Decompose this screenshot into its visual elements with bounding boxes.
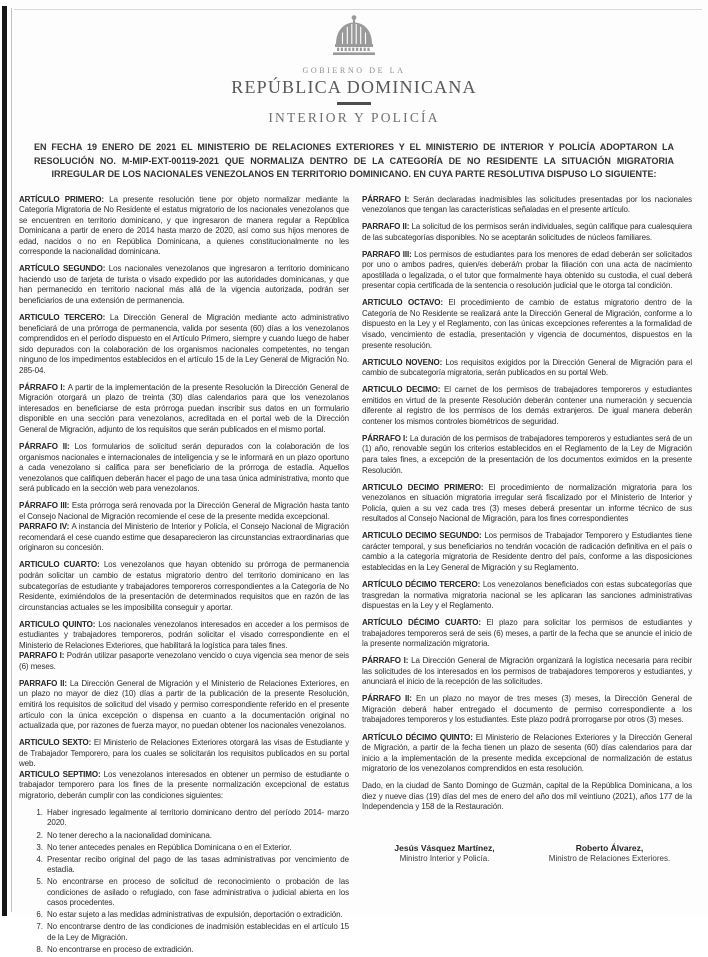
- paragraph: PÁRRAFO II: En un plazo no mayor de tres meses (3) meses, la Dirección General de Migración deberá haber entregado el documento de permiso correspondiente a los trabajadores temporeros y los estudiantes. Este plazo podrá prorrogarse por otros (3) meses.: [362, 694, 692, 726]
- country-title: REPÚBLICA DOMINICANA: [0, 77, 708, 98]
- condition-item: 2. No tener derecho a la nacionalidad dominicana.: [45, 831, 349, 842]
- article-label: ARTICULO DECIMO:: [362, 385, 444, 394]
- paragraph: ARTICULO NOVENO: Los requisitos exigidos por la Dirección General de Migración para el cambio de subcategoría migratoria, serán publicados en su portal Web.: [362, 358, 692, 379]
- article-label: PÁRRAFO I:: [362, 195, 413, 204]
- article-label: ARTICULO CUARTO:: [19, 560, 104, 569]
- paragraph: ARTICULO DECIMO SEGUNDO: Los permisos de Trabajador Temporero y Estudiantes tiene carácter temporal, y sus beneficiarios no tendrán vocación de radicación definitiva en el país o cambio a la categoría migratoria de Residente dentro del país, conforme a las disposiciones establecidas en la Ley General de Migración y su Reglamento.: [362, 531, 692, 573]
- condition-item: 3. No tener antecedes penales en República Dominicana o en el Exterior.: [45, 843, 349, 854]
- two-column-body: [0, 195, 708, 957]
- article-label: PARRAFO II:: [19, 679, 70, 688]
- signature-interior: [362, 843, 527, 863]
- dome-emblem-icon: [326, 14, 382, 58]
- article-label: PARRAFO III:: [362, 250, 414, 259]
- conditions-list: [19, 808, 349, 956]
- paragraph: ARTÍCULO DÉCIMO QUINTO: El Ministerio de Relaciones Exteriores y la Dirección General de Migración, a partir de la fecha tienen un plazo de sesenta (60) días calendarios para dar inicio a la implementación de la presente medida excepcional de normalización de estatus migratorio de los venezolanos comprendidos en esta resolución.: [362, 733, 692, 775]
- signer-name: Roberto Álvarez,: [527, 843, 692, 853]
- signature-block: [362, 843, 692, 863]
- article-label: ARTÍCULO SEGUNDO:: [19, 264, 109, 273]
- header-divider: [337, 102, 371, 105]
- scan-edge-top-line: [14, 9, 702, 10]
- article-label: ARTICULO QUINTO:: [19, 620, 98, 629]
- paragraph: Dado, en la ciudad de Santo Domingo de Guzmán, capital de la República Dominicana, a los diez y nueve días (19) días del mes de enero del año dos mil veintiuno (2021), años 177 de la Independencia y 158 de la Restauración.: [362, 781, 692, 813]
- article-label: ARTÍCULO DÉCIMO QUINTO:: [362, 733, 476, 742]
- paragraph: ARTICULO OCTAVO: El procedimiento de cambio de estatus migratorio dentro de la Categoría de No Residente se realizará ante la Dirección General de Migración, conforme a lo dispuesto en la Ley y el Reglamento, con las únicas excepciones referentes a la formalidad de visado, vencimiento de estadía, presentación y vigencia de documentos, dispuestos en la presente resolución.: [362, 298, 692, 351]
- paragraph: PÁRRAFO I: A partir de la implementación de la presente Resolución la Dirección General de Migración otorgará un plazo de treinta (30) días calendarios para que los venezolanos interesados en beneficiarse de esta prórroga puedan inscribir sus datos en un formulario disponible en una sección para venezolanos, acreditada en el portal web de la Dirección General de Migración, adjunto de los requisitos que serán publicados en el mismo portal.: [19, 383, 349, 436]
- paragraph: ARTICULO QUINTO: Los nacionales venezolanos interesados en acceder a los permisos de estudiantes y trabajadores temporeros, podrán solicitar el visado correspondiente en el Ministerio de Relaciones Exteriores, que habilitará la logística para tales fines. PARRAFO I: Podrán utilizar pasaporte venezolano vencido o cuya vigencia sea menor de seis (6) meses.: [19, 620, 349, 673]
- paragraph: PÁRRAFO III: Esta prórroga será renovada por la Dirección General de Migración hasta tanto el Consejo Nacional de Migración recomiende el cese de la presente medida excepcional. PARRAFO IV: A instancia del Ministerio de Interior y Policía, el Consejo Nacional de Migración recomendará el cese cuando estime que desaparecieron las circunstancias extraordinarias que originaron su concesión.: [19, 501, 349, 554]
- right-column-paragraphs: [362, 195, 692, 813]
- signature-exteriores: [527, 843, 692, 863]
- article-label: ARTICULO TERCERO:: [19, 313, 110, 322]
- article-label: ARTICULO SEXTO:: [19, 738, 94, 747]
- article-label: PÁRRAFO II:: [19, 442, 74, 451]
- condition-item: 6. No estar sujeto a las medidas administrativas de expulsión, deportación o extradición.: [45, 910, 349, 921]
- paragraph: ARTICULO CUARTO: Los venezolanos que hayan obtenido su prórroga de permanencia podrán solicitar un cambio de estatus migratorio dentro del territorio dominicano en las subcategorías de estudiante y trabajadores temporeros correspondientes a la Categoría de No Residente, eximiéndolos de la presentación de determinados requisitos que en razón de las circunstancias actuales se les imposibilita conseguir y aportar.: [19, 560, 349, 613]
- scan-edge-left: [2, 6, 7, 916]
- condition-item: 7. No encontrarse dentro de las condiciones de inadmisión establecidas en el artículo 15 de la Ley de Migración.: [45, 922, 349, 943]
- paragraph: ARTICULO DECIMO: El carnet de los permisos de trabajadores temporeros y estudiantes emitidos en virtud de la presente Resolución deberán contener una numeración y secuencia diferente al registro de los permisos de los demás extranjeros. De igual manera deberán contener los mismos controles biométricos de seguridad.: [362, 385, 692, 427]
- article-label: ARTÍCULO DÉCIMO CUARTO:: [362, 618, 487, 627]
- paragraph: ARTICULO TERCERO: La Dirección General de Migración mediante acto administrativo beneficiará de una prórroga de permanencia, valida por sesenta (60) días a los venezolanos comprendidos en el período dispuesto en el Artículo Primero, siempre y cuando luego de haber sido depurados con la colaboración de los organismos nacionales competentes, no tengan ninguno de los impedimentos establecidos en el artículo 15 de la Ley General de Migración No. 285-04.: [19, 313, 349, 376]
- resolution-intro: EN FECHA 19 ENERO DE 2021 EL MINISTERIO DE RELACIONES EXTERIORES Y EL MINISTERIO DE INTERIOR Y POLICÍA ADOPTARON LA RESOLUCIÓN NO. M-MIP-EXT-00119-2021 QUE NORMALIZA DENTRO DE LA CATEGORÍA DE NO RESIDENTE LA SITUACIÓN MIGRATORIA IRREGULAR DE LOS NACIONALES VENEZOLANOS EN TERRITORIO DOMINICANO. EN CUYA PARTE RESOLUTIVA DISPUSO LO SIGUIENTE:: [34, 141, 674, 182]
- left-column: [19, 195, 349, 957]
- paragraph: ARTÍCULO DÉCIMO CUARTO: El plazo para solicitar los permisos de estudiantes y trabajadores temporeros será de seis (6) meses, a partir de la fecha que se anuncie el inicio de la presente normalización migratoria.: [362, 618, 692, 650]
- article-label: ARTICULO DECIMO SEGUNDO:: [362, 531, 484, 540]
- paragraph: ARTÍCULO DÉCIMO TERCERO: Los venezolanos beneficiados con estas subcategorías que trasgredan la normativa migratoria nacional se les aplicaran las sanciones administrativas dispuestas en la Ley y el Reglamento.: [362, 580, 692, 612]
- paragraph: PARRAFO II: La solicitud de los permisos serán individuales, según califique para cualesquiera de las subcategorías disponibles. No se aceptarán solicitudes de núcleos familiares.: [362, 222, 692, 243]
- paragraph: ARTÍCULO PRIMERO: La presente resolución tiene por objeto normalizar mediante la Categoría Migratoria de No Residente el estatus migratorio de los nacionales venezolanos que se encuentren en territorio dominicano, y que ingresaron de manera regular a República Dominicana a partir de enero de 2014 hasta marzo de 2020, así como sus hijos menores de edad, nacidos o no en República Dominicana, a quienes constitucionalmente no les corresponde la nacionalidad dominicana.: [19, 195, 349, 258]
- paragraph: PARRAFO II: La Dirección General de Migración y el Ministerio de Relaciones Exteriores, en un plazo no mayor de diez (10) días a partir de la publicación de la presente Resolución, emitirá los requisitos de solicitud del visado y permiso correspondiente referido en el presente artículo con la única excepción o dispensa en cuanto a la documentación original no actualizada que, por razones de fuerza mayor, no puedan obtener los nacionales venezolanos.: [19, 679, 349, 732]
- condition-item: 1. Haber ingresado legalmente al territorio dominicano dentro del período 2014- marzo 2020.: [45, 808, 349, 829]
- ministry-title: INTERIOR Y POLICÍA: [0, 110, 708, 126]
- signer-name: Jesús Vásquez Martínez,: [362, 843, 527, 853]
- article-label: ARTICULO DECIMO PRIMERO:: [362, 483, 489, 492]
- condition-item: 4. Presentar recibo original del pago de las tasas administrativas por vencimiento de estadía.: [45, 855, 349, 876]
- paragraph: PÁRRAFO I: Serán declaradas inadmisibles las solicitudes presentadas por los nacionales venezolanos que tengan las características señaladas en el presente artículo.: [362, 195, 692, 216]
- condition-item: 5. No encontrarse en proceso de solicitud de reconocimiento o probación de las condiciones de asilado o refugiado, con fase administrativa o judicial abierta en los casos procedentes.: [45, 877, 349, 909]
- signer-title: Ministro Interior y Policía.: [362, 854, 527, 863]
- article-label: PÁRRAFO I:: [19, 383, 68, 392]
- document-header: [0, 0, 708, 126]
- paragraph: PÁRRAFO II: Los formularios de solicitud serán depurados con la colaboración de los organismos nacionales e internacionales de inteligencia y se le informará en un plazo oportuno a cada venezolano si califica para ser beneficiario de la prórroga de estadía. Aquellos venezolanos que califiquen deberán hacer el pago de una tasa única administrativa, monto que será publicado en la sección web para venezolanos.: [19, 442, 349, 495]
- right-column: [362, 195, 692, 957]
- article-label: PÁRRAFO III:: [19, 501, 72, 510]
- article-label: PARRAFO IV:: [19, 522, 72, 531]
- paragraph: ARTICULO SEXTO: El Ministerio de Relaciones Exteriores otorgará las visas de Estudiante y de Trabajador Temporero, para los cuales se solicitarán los requisitos publicados en su portal web. ARTICULO SEPTIMO: Los venezolanos interesados en obtener un permiso de estudiante o trabajador temporero para los fines de la presente normalización excepcional de estatus migratorio, deberán cumplir con las condiciones siguientes:: [19, 738, 349, 801]
- government-label: GOBIERNO DE LA: [0, 66, 708, 75]
- paragraph: ARTICULO DECIMO PRIMERO: El procedimiento de normalización migratoria para los venezolanos en situación migratoria irregular será fiscalizado por el Ministerio de Interior y Policía, quien a su vez cada tres (3) meses deberá presentar un informe técnico de sus resultados al Consejo Nacional de Migración, para los fines correspondientes: [362, 483, 692, 525]
- paragraph: PÁRRAFO I: La duración de los permisos de trabajadores temporeros y estudiantes será de un (1) año, renovable según los criterios establecidos en el Reglamento de la Ley de Migración para tales fines, a excepción de la presentación de los documentos eximidos en la presente Resolución.: [362, 434, 692, 476]
- condition-item: 8. No encontrarse en proceso de extradición.: [45, 945, 349, 956]
- article-label: PÁRRAFO II:: [362, 694, 416, 703]
- article-label: ARTÍCULO PRIMERO:: [19, 195, 109, 204]
- scan-edge-inner-line: [11, 8, 12, 912]
- article-label: ARTICULO OCTAVO:: [362, 298, 448, 307]
- paragraph: PÁRRAFO I: La Dirección General de Migración organizará la logística necesaria para recibir las solicitudes de los interesados en los permisos de trabajadores temporeros y estudiantes, y anunciará el inicio de la recepción de las solicitudes.: [362, 656, 692, 688]
- article-label: PÁRRAFO I:: [362, 434, 410, 443]
- signer-title: Ministro de Relaciones Exteriores.: [527, 854, 692, 863]
- article-label: ARTÍCULO DÉCIMO TERCERO:: [362, 580, 483, 589]
- article-label: ARTICULO SEPTIMO:: [19, 770, 104, 779]
- paragraph: ARTÍCULO SEGUNDO: Los nacionales venezolanos que ingresaron a territorio dominicano haciendo uso de tarjeta de turista o visado expedido por las autoridades dominicanas, y que han permanecido en territorio nacional más allá de la vigencia autorizada, podrán ser beneficiarios de una extensión de permanencia.: [19, 264, 349, 306]
- article-label: PARRAFO I:: [19, 651, 67, 660]
- paragraph: PARRAFO III: Los permisos de estudiantes para los menores de edad deberán ser solicitados por uno o ambos padres, quien/es deberá/n probar la filiación con una acta de nacimiento apostillada o legalizada, o el tutor que formalmente haya obtenido su custodia, el cual deberá presentar copia certificada de la sentencia o resolución judicial que le otorga tal condición.: [362, 250, 692, 292]
- article-label: PÁRRAFO I:: [362, 656, 411, 665]
- article-label: PARRAFO II:: [362, 222, 411, 231]
- article-label: ARTICULO NOVENO:: [362, 358, 445, 367]
